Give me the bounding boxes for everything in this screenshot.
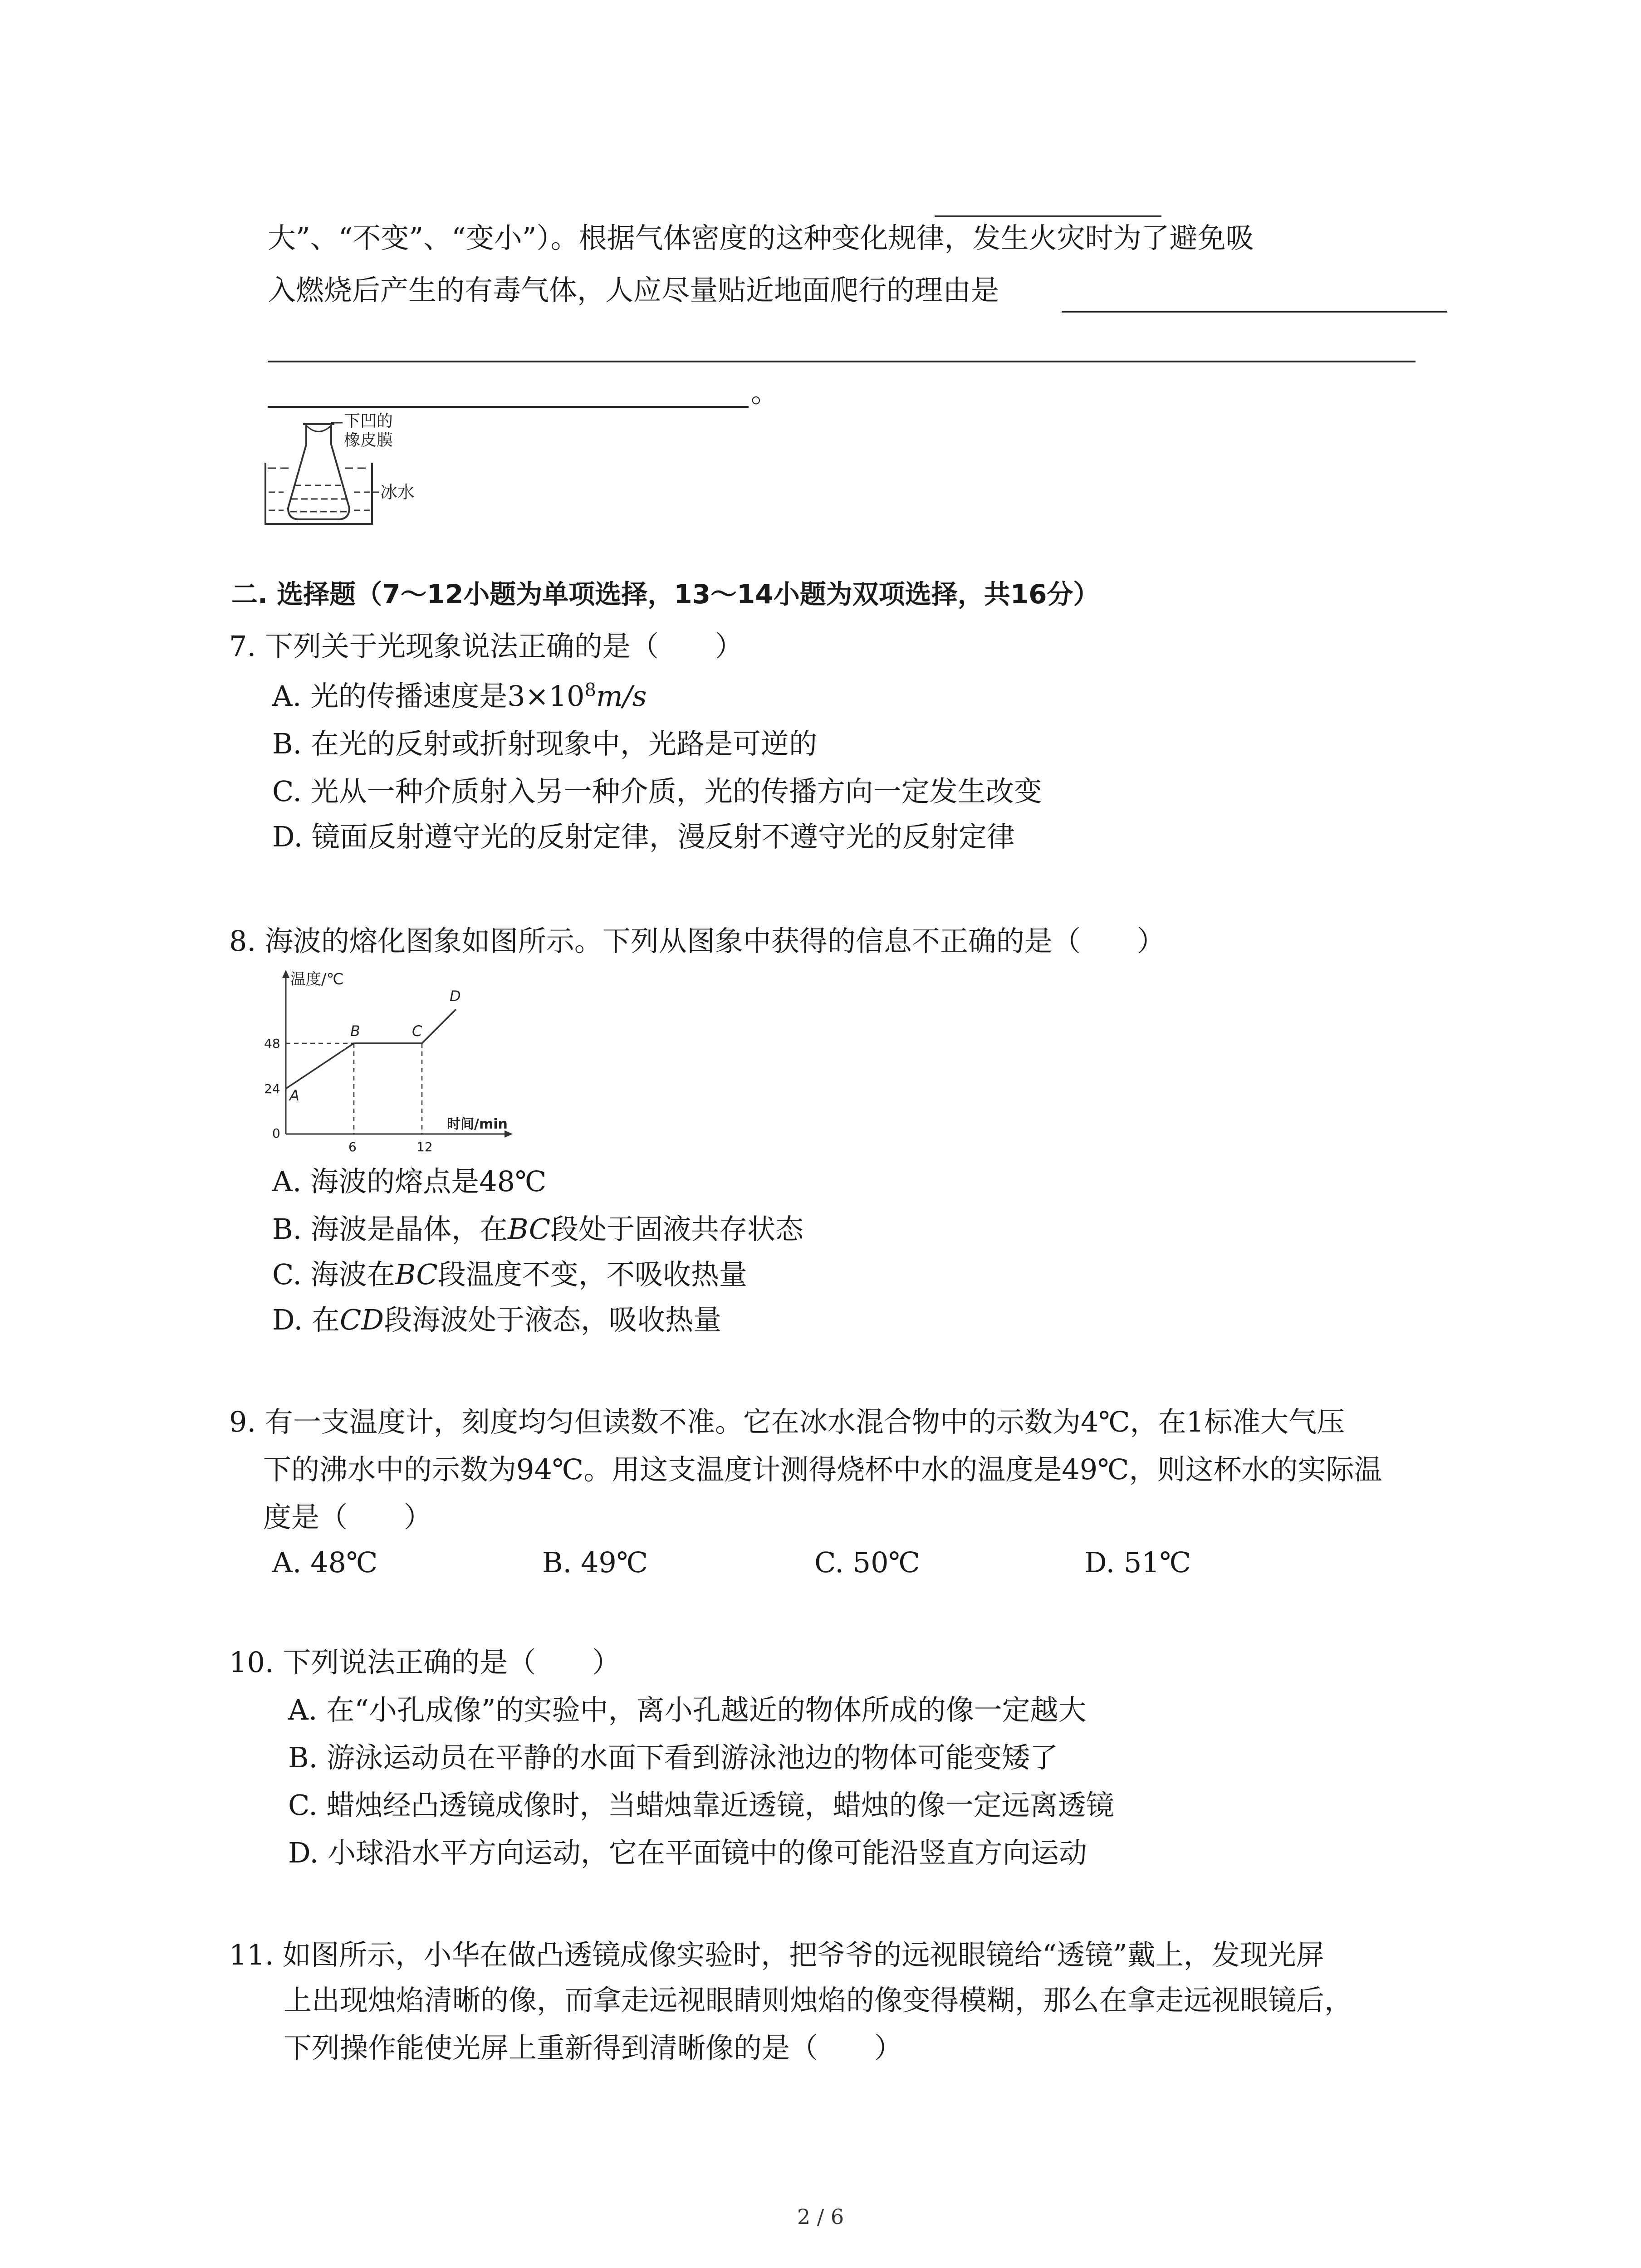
tick-label-origin: 0 [272, 1126, 280, 1141]
ice-water-label: 冰水 [380, 482, 415, 502]
q8-option-d-var: CD [339, 1303, 384, 1336]
section2-heading: 二. 选择题（7～12小题为单项选择，13～14小题为双项选择，共16分） [231, 579, 1100, 610]
q9-option-b[interactable]: B. 49℃ [542, 1546, 648, 1579]
point-label-c: C [412, 1022, 422, 1040]
q10-option-c[interactable]: C. 蜡烛经凸透镜成像时，当蜡烛靠近透镜，蜡烛的像一定远离透镜 [288, 1789, 1114, 1822]
q6-text-line4-end: 。 [751, 376, 779, 409]
q11-line3: 下列操作能使光屏上重新得到清晰像的是（ ） [284, 2031, 903, 2064]
q8-option-c-pre: C. 海波在 [272, 1258, 395, 1291]
q8-option-b-var: BC [507, 1212, 551, 1246]
q7-option-d[interactable]: D. 镜面反射遵守光的反射定律，漫反射不遵守光的反射定律 [272, 820, 1015, 853]
q6-text-line1: 大”、“不变”、“变小”）。根据气体密度的这种变化规律，发生火灾时为了避免吸 [268, 221, 1254, 254]
answer-blank-line2[interactable] [1062, 311, 1447, 313]
answer-blank-top[interactable] [935, 215, 1161, 217]
q10-option-d[interactable]: D. 小球沿水平方向运动，它在平面镜中的像可能沿竖直方向运动 [288, 1836, 1087, 1869]
q8-option-c-var: BC [395, 1258, 438, 1291]
answer-blank-line4[interactable] [268, 406, 749, 408]
q9-line1: 9. 有一支温度计，刻度均匀但读数不准。它在冰水混合物中的示数为4℃，在1标准大气压 [229, 1405, 1345, 1438]
q8-stem: 8. 海波的熔化图象如图所示。下列从图象中获得的信息不正确的是（ ） [229, 924, 1165, 958]
q11-line2: 上出现烛焰清晰的像，而拿走远视眼睛则烛焰的像变得模糊，那么在拿走远视眼镜后， [284, 1984, 1353, 2017]
q8-option-d-pre: D. 在 [272, 1303, 340, 1336]
x-tick-label-6: 6 [348, 1139, 357, 1152]
point-label-b: B [350, 1022, 360, 1040]
q7-option-c[interactable]: C. 光从一种介质射入另一种介质，光的传播方向一定发生改变 [272, 775, 1042, 808]
q9-option-d[interactable]: D. 51℃ [1084, 1546, 1191, 1579]
answer-blank-line3[interactable] [268, 361, 1416, 362]
melting-curve-chart [254, 966, 535, 1152]
flask-ice-water-figure [263, 413, 436, 531]
q7-stem: 7. 下列关于光现象说法正确的是（ ） [229, 630, 743, 663]
q10-option-b[interactable]: B. 游泳运动员在平静的水面下看到游泳池边的物体可能变矮了 [288, 1741, 1058, 1774]
membrane-label-1: 下凹的 [344, 413, 393, 430]
point-label-a: A [289, 1087, 299, 1104]
q9-line2: 下的沸水中的示数为94℃。用这支温度计测得烧杯中水的温度是49℃，则这杯水的实际温 [263, 1453, 1382, 1486]
q7-option-a-text: A. 光的传播速度是3×10 [272, 679, 585, 713]
q8-option-d-post: 段海波处于液态，吸收热量 [384, 1303, 722, 1336]
q9-option-a[interactable]: A. 48℃ [272, 1546, 378, 1579]
q8-option-c-post: 段温度不变，不吸收热量 [437, 1258, 747, 1291]
y-axis-arrow [282, 970, 289, 978]
q9-line3: 度是（ ） [263, 1501, 432, 1534]
q11-line1: 11. 如图所示，小华在做凸透镜成像实验时，把爷爷的远视眼镜给“透镜”戴上，发现光屏 [229, 1938, 1324, 1971]
q8-option-b[interactable] [272, 1209, 803, 1250]
y-tick-label-48: 48 [264, 1036, 280, 1051]
q7-option-a[interactable] [272, 676, 647, 717]
q8-option-a[interactable]: A. 海波的熔点是48℃ [272, 1165, 547, 1198]
q8-option-b-pre: B. 海波是晶体，在 [272, 1212, 508, 1246]
q10-option-a[interactable]: A. 在“小孔成像”的实验中，离小孔越近的物体所成的像一定越大 [288, 1693, 1087, 1726]
melting-curve [286, 1009, 456, 1089]
q6-text-line2: 入燃烧后产生的有毒气体，人应尽量贴近地面爬行的理由是 [268, 274, 999, 307]
q7-option-a-exponent: 8 [584, 679, 596, 701]
page-number: 2 / 6 [797, 2204, 844, 2229]
x-axis-label: 时间/min [447, 1116, 508, 1132]
q9-option-c[interactable]: C. 50℃ [814, 1546, 920, 1579]
membrane-label-2: 橡皮膜 [344, 431, 393, 450]
point-label-d: D [450, 987, 461, 1005]
q8-option-b-post: 段处于固液共存状态 [550, 1212, 804, 1246]
y-tick-label-24: 24 [264, 1081, 280, 1096]
q7-option-a-unit: m/s [596, 679, 647, 713]
q10-stem: 10. 下列说法正确的是（ ） [229, 1646, 621, 1679]
q7-option-b[interactable]: B. 在光的反射或折射现象中，光路是可逆的 [272, 727, 817, 760]
q8-option-d[interactable] [272, 1300, 721, 1340]
q8-option-c[interactable] [272, 1254, 747, 1295]
y-axis-label: 温度/℃ [290, 970, 344, 988]
x-tick-label-12: 12 [416, 1139, 433, 1152]
